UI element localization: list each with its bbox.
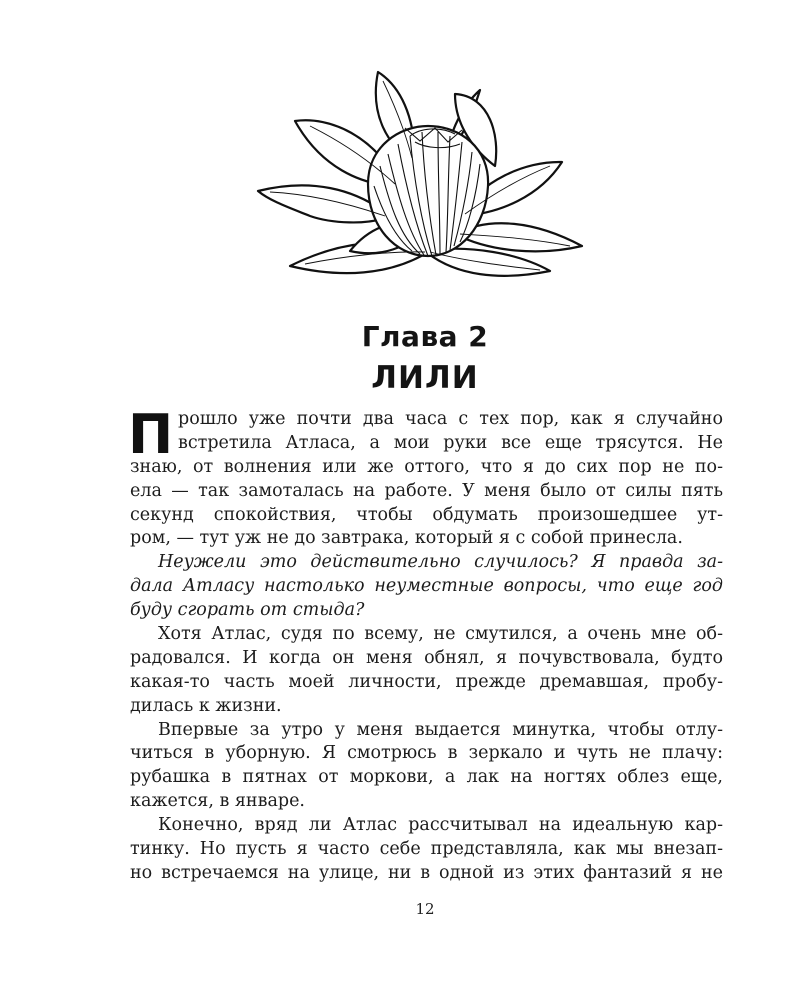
chapter-number: Глава 2 [361, 320, 489, 353]
text-line: дала Атласу настолько неуместные вопросы, что еще год [130, 576, 723, 597]
text-line: рубашка в пятнах от моркови, а лак на ногтях облез еще, [130, 767, 723, 788]
text-line: знаю, от волнения или же оттого, что я до сих пор не по- [130, 456, 723, 477]
text-line: Неужели это действительно случилось? Я правда за- [158, 552, 723, 573]
text-line: буду сгорать от стыда? [130, 600, 365, 621]
text-line: кажется, в январе. [130, 791, 305, 812]
text-line: встретила Атласа, а мои руки все еще трясутся. Не [178, 432, 723, 453]
text-line: радовался. И когда он меня обнял, я почувствовала, будто [130, 647, 723, 668]
text-line: дилась к жизни. [130, 695, 282, 716]
chapter-body [128, 403, 723, 886]
text-line: Конечно, вряд ли Атлас рассчитывал на идеальную кар- [158, 815, 723, 836]
text-line: рошло уже почти два часа с тех пор, как я случайно [178, 409, 723, 429]
text-line: тинку. Но пусть я часто себе представляла, как мы внезап- [130, 839, 723, 860]
text-line: секунд спокойствия, чтобы обдумать произошедшее ут- [130, 504, 723, 525]
text-line: но встречаемся на улице, ни в одной из этих фантазий я не [130, 862, 723, 883]
text-line: ром, — тут уж не до завтрака, который я с собой принесла. [130, 528, 683, 549]
lotus-flower-illustration [250, 66, 590, 278]
text-line: какая-то часть моей личности, прежде дремавшая, пробу- [130, 671, 723, 692]
text-line: ела — так замоталась на работе. У меня было от силы пять [130, 480, 723, 501]
text-line: Хотя Атлас, судя по всему, не смутился, а очень мне об- [158, 624, 723, 645]
text-line: читься в уборную. Я смотрюсь в зеркало и чуть не плачу: [130, 743, 723, 764]
chapter-title: ЛИЛИ [371, 360, 479, 396]
page-number: 12 [415, 900, 435, 918]
text-line: Впервые за утро у меня выдается минутка, чтобы отлу- [158, 719, 723, 740]
drop-cap: П [128, 403, 174, 466]
